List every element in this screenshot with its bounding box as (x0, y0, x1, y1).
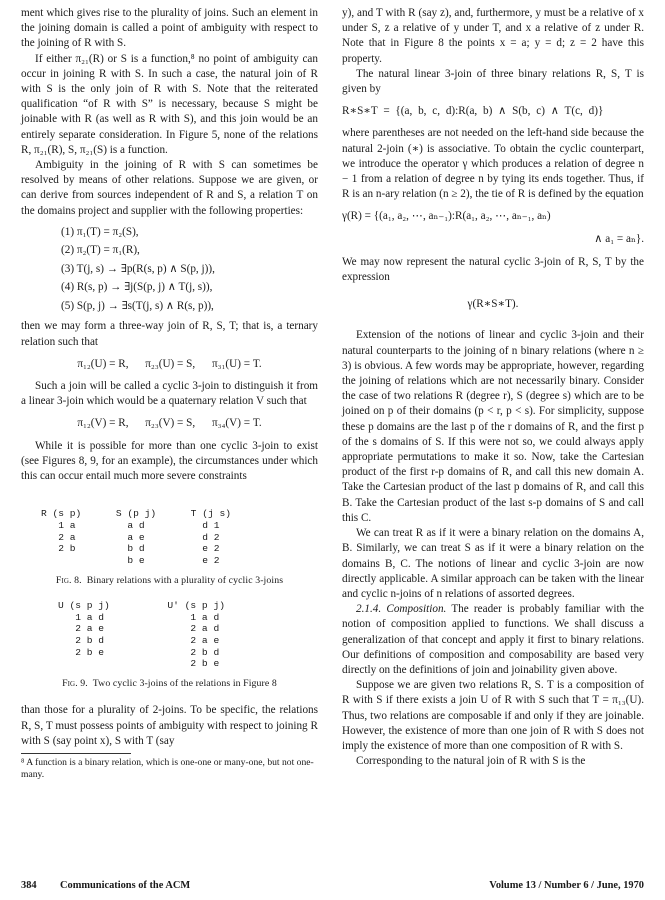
property-equation: (4) R(s, p) → ∃j(S(p, j) ∧ T(j, s)), (61, 281, 213, 294)
property-equation: (3) T(j, s) → ∃p(R(s, p) ∧ S(p, j)), (61, 262, 215, 275)
volume-info: Volume 13 / Number 6 / June, 1970 (489, 880, 644, 891)
footnote-rule (21, 753, 131, 754)
property-equation: (5) S(p, j) → ∃s(T(j, s) ∧ R(s, p)), (61, 299, 214, 312)
equation-linear-join: R∗S∗T = {(a, b, c, d):R(a, b) ∧ S(b, c) ∧ T(c, d)} (342, 105, 604, 118)
equation-tie-line-2: ∧ a₁ = aₙ}. (594, 232, 644, 245)
paragraph: ment which gives rise to the plurality of joins. Such an element in the joining domain is called a point of ambiguity with respect to the joining of R with S. (21, 7, 318, 50)
property-list (61, 223, 318, 316)
paragraph: Extension of the notions of linear and cyclic 3-join and their natural counterparts to the joining of n binary relations (where n ≥ 3) is obvious. A few words may be appropriate, however, regarding the joining of relations which are not necessarily binary. Consider the case of two relations R (degree r), S (degree s) which are to be joined on p of their domains (p < r, p < s). For simplicity, suppose these p domains are the last p of the r domains of R, and the first p of the s domains of S. If this were not so, we could always apply appropriate permutations to make it so. Now, take the Cartesian product of the first r-p domains of R, and call this new domain A. Take the Cartesian product of the last p domains of R, and call this B. Take the Cartesian product of the last s-p domains of S and call this C. (342, 329, 644, 524)
paragraph: While it is possible for more than one cyclic 3-join to exist (see Figures 8, 9, for an example), the circumstances under which this can occur entail much more severe constraints (21, 439, 318, 482)
footnote: ⁸ A function is a binary relation, which is one-one or many-one, but not one-many. (21, 756, 314, 780)
property-equation: (1) π₁(T) = π₂(S), (61, 225, 139, 238)
section-heading: 2.1.4. Composition. (356, 603, 447, 616)
paragraph: We may now represent the natural cyclic 3-join of R, S, T by the expression (342, 255, 644, 284)
paragraph (342, 602, 644, 678)
caption-text: Two cyclic 3-joins of the relations in Figure 8 (92, 678, 277, 690)
figure-8-table: R (s p) S (p j) T (j s) 1 a a d d 1 2 a a e d 2 2 b b d e 2 b e e 2 (41, 508, 231, 566)
paragraph: The natural linear 3-join of three binary relations R, S, T is given by (342, 67, 644, 96)
figure-9-table: U (s p j) U' (s p j) 1 a d 1 a d 2 a e 2 a d 2 b d 2 a e 2 b e 2 b d 2 b e (58, 599, 225, 670)
paragraph: than those for a plurality of 2-joins. To be specific, the relations R, S, T must possess points of ambiguity with respect to joining R with S (say point x), S with T (say (21, 704, 318, 747)
figure-9-caption (21, 676, 318, 691)
paragraph: If either π₂₁(R) or S is a function,⁸ no point of ambiguity can occur in joining R with S. In such a case, the natural join of R with S is the only join of R with S. Note that the reiterated qualification “of R with S” is necessary, because S might be joinable with R (as well as R with S), and this join would be an entirely separate consideration. In Figure 5, none of the relations R, π₂₁(R), S, π₂₁(S) is a function. (21, 52, 318, 156)
paragraph: We can treat R as if it were a binary relation on the domains A, B. Similarly, we can treat S as if it were a binary relation on the domains B, C. The notions of linear and cyclic 3-join are now directly applicable. A similar approach can be taken with the linear and cyclic n-joins of n relations of assorted degrees. (342, 527, 644, 600)
paragraph-text: The reader is probably familiar with the notion of composition applied to functions. We shall discuss a generalization of that concept and apply it first to binary relations. Our definitions of composition and composability are based very directly on the definitions of join and joinability given above. (342, 603, 644, 676)
paragraph: Corresponding to the natural join of R with S is the (356, 755, 586, 768)
paragraph: where parentheses are not needed on the left-hand side because the natural 2-join (∗) is associative. To obtain the cyclic counterpart, we introduce the operator γ which produces a relation of degree n − 1 from a relation of degree n by tying its ends together. Thus, if R is an n-ary relation (n ≥ 2), the tie of R is defined by the equation (342, 127, 644, 201)
figure-8-caption (21, 573, 318, 588)
paragraph: y), and T with R (say z), and, furthermore, y must be a relative of x under S, z a relative of y under T, and x a relative of z under R. Note that in Figure 8 the points x = a; y = d; z = 2 have this property. (342, 7, 644, 65)
equation-v: π₁₂(V) = R, π₂₃(V) = S, π₃₄(V) = T. (77, 417, 262, 430)
paragraph: Such a join will be called a cyclic 3-join to distinguish it from a linear 3-join which would be a quaternary relation V such that (21, 379, 318, 408)
paragraph: then we may form a three-way join of R, S, T; that is, a ternary relation such that (21, 320, 318, 348)
equation-tie-line-1: γ(R) = {(a₁, a₂, ⋯, aₙ₋₁):R(a₁, a₂, ⋯, aₙ₋₁, aₙ) (342, 210, 551, 223)
paragraph: Suppose we are given two relations R, S. T is a composition of R with S if there exists a join U of R with S such that T = π₁₃(U). Thus, two relations are composable if and only if they are joinable. However, the existence of more than one join of R with S does not imply the existence of more than one composition of R with S. (342, 679, 644, 752)
figure-label: Fig. 9. (62, 678, 88, 690)
page-number: 384 (21, 880, 37, 891)
figure-label: Fig. 8. (55, 574, 82, 586)
caption-text: Binary relations with a plurality of cyclic 3-joins (86, 574, 284, 586)
equation-u: π₁₂(U) = R, π₂₃(U) = S, π₃₁(U) = T. (77, 357, 262, 370)
paragraph: Ambiguity in the joining of R with S can sometimes be resolved by means of other relations. Suppose we are given, or can derive from sources independent of R and S, a relation T on the domains project and supplier with the following properties: (21, 159, 318, 217)
equation-cyclic-join: γ(R∗S∗T). (467, 298, 519, 311)
right-column (342, 6, 644, 769)
left-column (21, 6, 318, 781)
property-equation: (2) π₂(T) = π₁(R), (61, 244, 140, 257)
journal-name: Communications of the ACM (60, 880, 191, 891)
